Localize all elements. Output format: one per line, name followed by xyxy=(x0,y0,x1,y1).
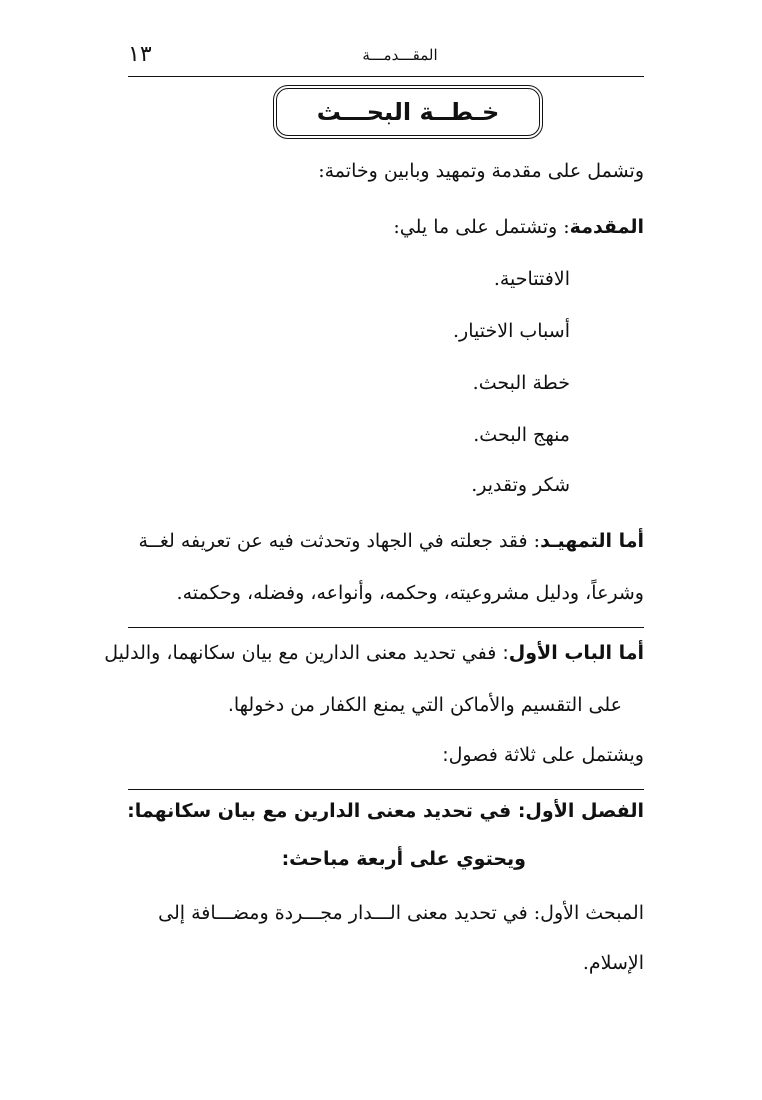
tamheed-label: أما التمهيـد xyxy=(540,530,644,552)
muqaddima-heading xyxy=(393,216,644,238)
list-item: خطة البحث. xyxy=(472,372,570,394)
tamheed-line-2: وشرعاً، ودليل مشروعيته، وحكمه، وأنواعه، وفضله، وحكمته. xyxy=(176,582,644,604)
running-header-title: المقـــدمـــة xyxy=(362,46,438,64)
tamheed-line-1 xyxy=(139,530,645,552)
bab1-label: أما الباب الأول xyxy=(508,642,644,664)
list-item: أسباب الاختيار. xyxy=(453,320,570,342)
section-rule xyxy=(128,789,644,790)
fasl1-label: الفصل الأول xyxy=(525,800,644,822)
header-rule xyxy=(128,76,644,77)
muqaddima-label: المقدمة xyxy=(569,216,644,238)
bab1-line-2: على التقسيم والأماكن التي يمنع الكفار من دخولها. xyxy=(227,694,622,716)
fasl1-heading xyxy=(127,800,644,822)
tamheed-text: : فقد جعلته في الجهاد وتحدثت فيه عن تعريفه لغــة xyxy=(138,530,541,552)
list-item: الافتتاحية. xyxy=(493,268,570,290)
mabhath1-line-2: الإسلام. xyxy=(582,952,644,974)
list-item: منهج البحث. xyxy=(473,424,570,446)
bab1-text: : ففي تحديد معنى الدارين مع بيان سكانهما، والدليل xyxy=(104,642,509,664)
section-title-box xyxy=(276,88,540,136)
bab1-line-3: ويشتمل على ثلاثة فصول: xyxy=(442,744,644,766)
mabhath1-line-1: المبحث الأول: في تحديد معنى الـــدار مجـــردة ومضـــافة إلى xyxy=(158,902,644,924)
section-rule xyxy=(128,627,644,628)
page-number: ١٣ xyxy=(128,42,152,67)
list-item: شكر وتقدير. xyxy=(471,474,570,496)
fasl1-subheading: ويحتوي على أربعة مباحث: xyxy=(281,848,526,870)
section-title: خـطــة البحـــث xyxy=(316,98,500,126)
fasl1-text: : في تحديد معنى الدارين مع بيان سكانهما: xyxy=(127,800,526,822)
muqaddima-text: : وتشتمل على ما يلي: xyxy=(393,216,570,238)
intro-paragraph: وتشمل على مقدمة وتمهيد وبابين وخاتمة: xyxy=(318,160,644,182)
bab1-line-1 xyxy=(104,642,644,664)
